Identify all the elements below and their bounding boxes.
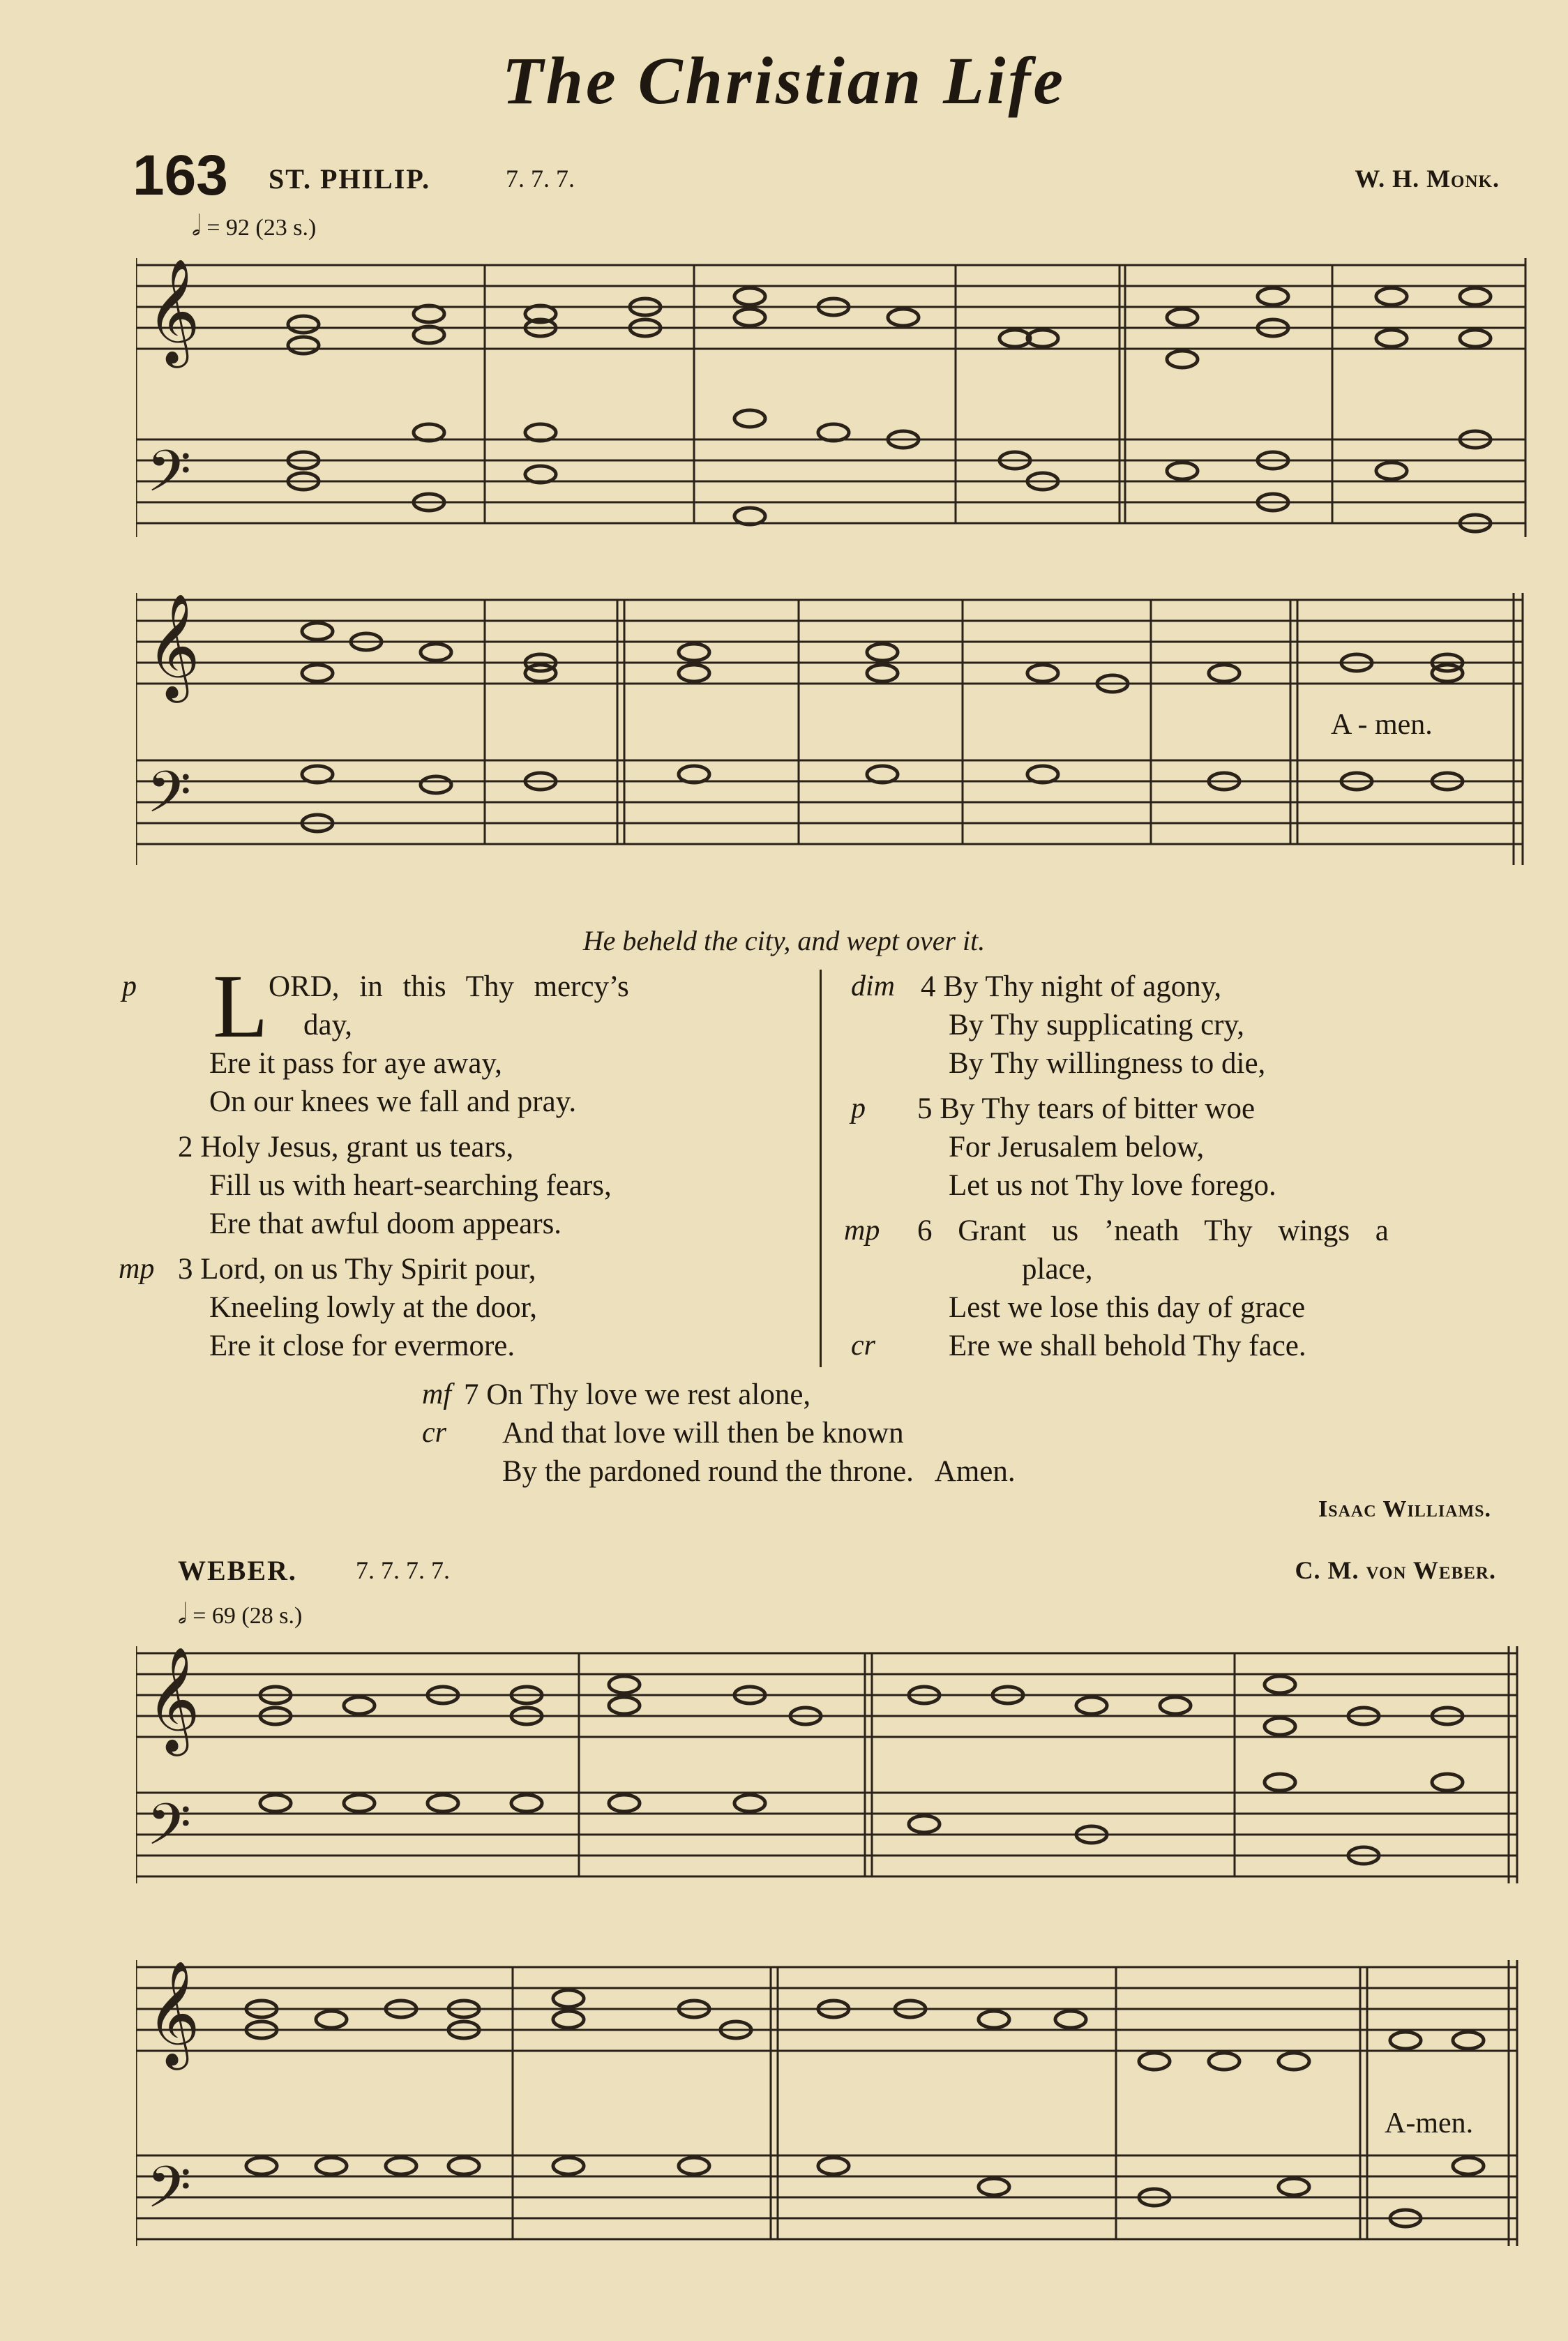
- half-note-icon: 𝅗𝅥: [192, 210, 201, 241]
- svg-text:𝄞: 𝄞: [146, 258, 200, 363]
- verse-line: By Thy supplicating cry,: [949, 1009, 1244, 1041]
- verse-line: Fill us with heart-searching fears,: [209, 1169, 612, 1202]
- verse-line: Ere it pass for aye away,: [209, 1047, 502, 1080]
- verse-line: 6 Grant us ’neath Thy wings a: [917, 1214, 1389, 1247]
- verse-line: Let us not Thy love forego.: [949, 1169, 1276, 1202]
- verse-line: Ere we shall behold Thy face.: [949, 1330, 1306, 1362]
- drop-cap: L: [213, 956, 269, 1057]
- amen-label: A - men.: [1331, 709, 1433, 741]
- grand-staff: [136, 1960, 1524, 2253]
- dynamic-mark: mp: [844, 1214, 880, 1247]
- dynamic-mark: cr: [422, 1417, 446, 1449]
- half-note-icon: 𝅗𝅥: [178, 1598, 187, 1629]
- tune-name: WEBER.: [178, 1555, 297, 1586]
- music-system-3: [136, 1646, 1524, 1897]
- verse-line: 7 On Thy love we rest alone,: [464, 1378, 811, 1411]
- verse-line: 2 Holy Jesus, grant us tears,: [178, 1131, 514, 1164]
- verse-line: day,: [303, 1009, 353, 1041]
- dynamic-mark: cr: [851, 1330, 875, 1362]
- verse-line: ORD, in this Thy mercy’s: [269, 970, 629, 1003]
- tempo-text: = 69 (28 s.): [193, 1603, 303, 1629]
- tune-meter: 7. 7. 7.: [506, 165, 575, 193]
- weber-header: [178, 1554, 1496, 1596]
- dynamic-mark: mp: [119, 1253, 155, 1285]
- grand-staff: [136, 258, 1528, 537]
- verses: [105, 956, 1500, 1367]
- dynamic-mark: p: [851, 1092, 866, 1124]
- verse-line: By the pardoned round the throne. Amen.: [502, 1455, 1016, 1488]
- svg-text:𝄞: 𝄞: [146, 593, 200, 698]
- tempo-marking: [192, 209, 316, 242]
- dynamic-mark: p: [122, 970, 137, 1002]
- verse-line: 3 Lord, on us Thy Spirit pour,: [178, 1253, 536, 1286]
- verse-line: For Jerusalem below,: [949, 1131, 1205, 1164]
- composer: W. H. Monk.: [1355, 165, 1500, 193]
- amen-label: A-men.: [1385, 2107, 1474, 2139]
- grand-staff: [136, 1646, 1524, 1897]
- grand-staff: [136, 593, 1528, 872]
- svg-text:𝄢: 𝄢: [146, 758, 192, 840]
- music-system-1: [136, 258, 1528, 537]
- svg-text:𝄞: 𝄞: [146, 1646, 200, 1752]
- tune-meter: 7. 7. 7. 7.: [356, 1556, 450, 1584]
- dynamic-mark: mf: [422, 1378, 451, 1410]
- verse-line: On our knees we fall and pray.: [209, 1085, 577, 1118]
- music-system-4: [136, 1960, 1524, 2253]
- hymn-number: 163: [133, 144, 228, 207]
- svg-text:𝄢: 𝄢: [146, 437, 192, 519]
- page-title: The Christian Life: [502, 43, 1066, 118]
- composer: C. M. von Weber.: [1295, 1556, 1496, 1584]
- svg-text:𝄢: 𝄢: [146, 1791, 192, 1872]
- verse-line: Ere that awful doom appears.: [209, 1207, 562, 1240]
- epigraph: He beheld the city, and wept over it.: [582, 925, 986, 956]
- verse-line: Ere it close for evermore.: [209, 1330, 515, 1362]
- column-divider: [820, 970, 822, 1367]
- svg-text:𝄢: 𝄢: [146, 2153, 192, 2235]
- final-verse: [0, 1378, 1568, 1489]
- hymn-header: [133, 143, 1500, 206]
- dynamic-mark: dim: [851, 970, 895, 1002]
- verse-line: place,: [1022, 1253, 1093, 1286]
- author: Isaac Williams.: [1318, 1496, 1491, 1522]
- svg-text:𝄞: 𝄞: [146, 1960, 200, 2065]
- verse-line: 5 By Thy tears of bitter woe: [917, 1092, 1256, 1125]
- tempo-text: = 92 (23 s.): [206, 215, 317, 241]
- verse-line: Lest we lose this day of grace: [949, 1291, 1306, 1324]
- verse-line: And that love will then be known: [502, 1417, 904, 1450]
- tempo-marking: [178, 1597, 302, 1630]
- tune-name: ST. PHILIP.: [269, 163, 431, 195]
- music-system-2: [136, 593, 1528, 872]
- verse-line: By Thy willingness to die,: [949, 1047, 1266, 1080]
- verse-line: 4 By Thy night of agony,: [921, 970, 1222, 1003]
- verse-line: Kneeling lowly at the door,: [209, 1291, 537, 1324]
